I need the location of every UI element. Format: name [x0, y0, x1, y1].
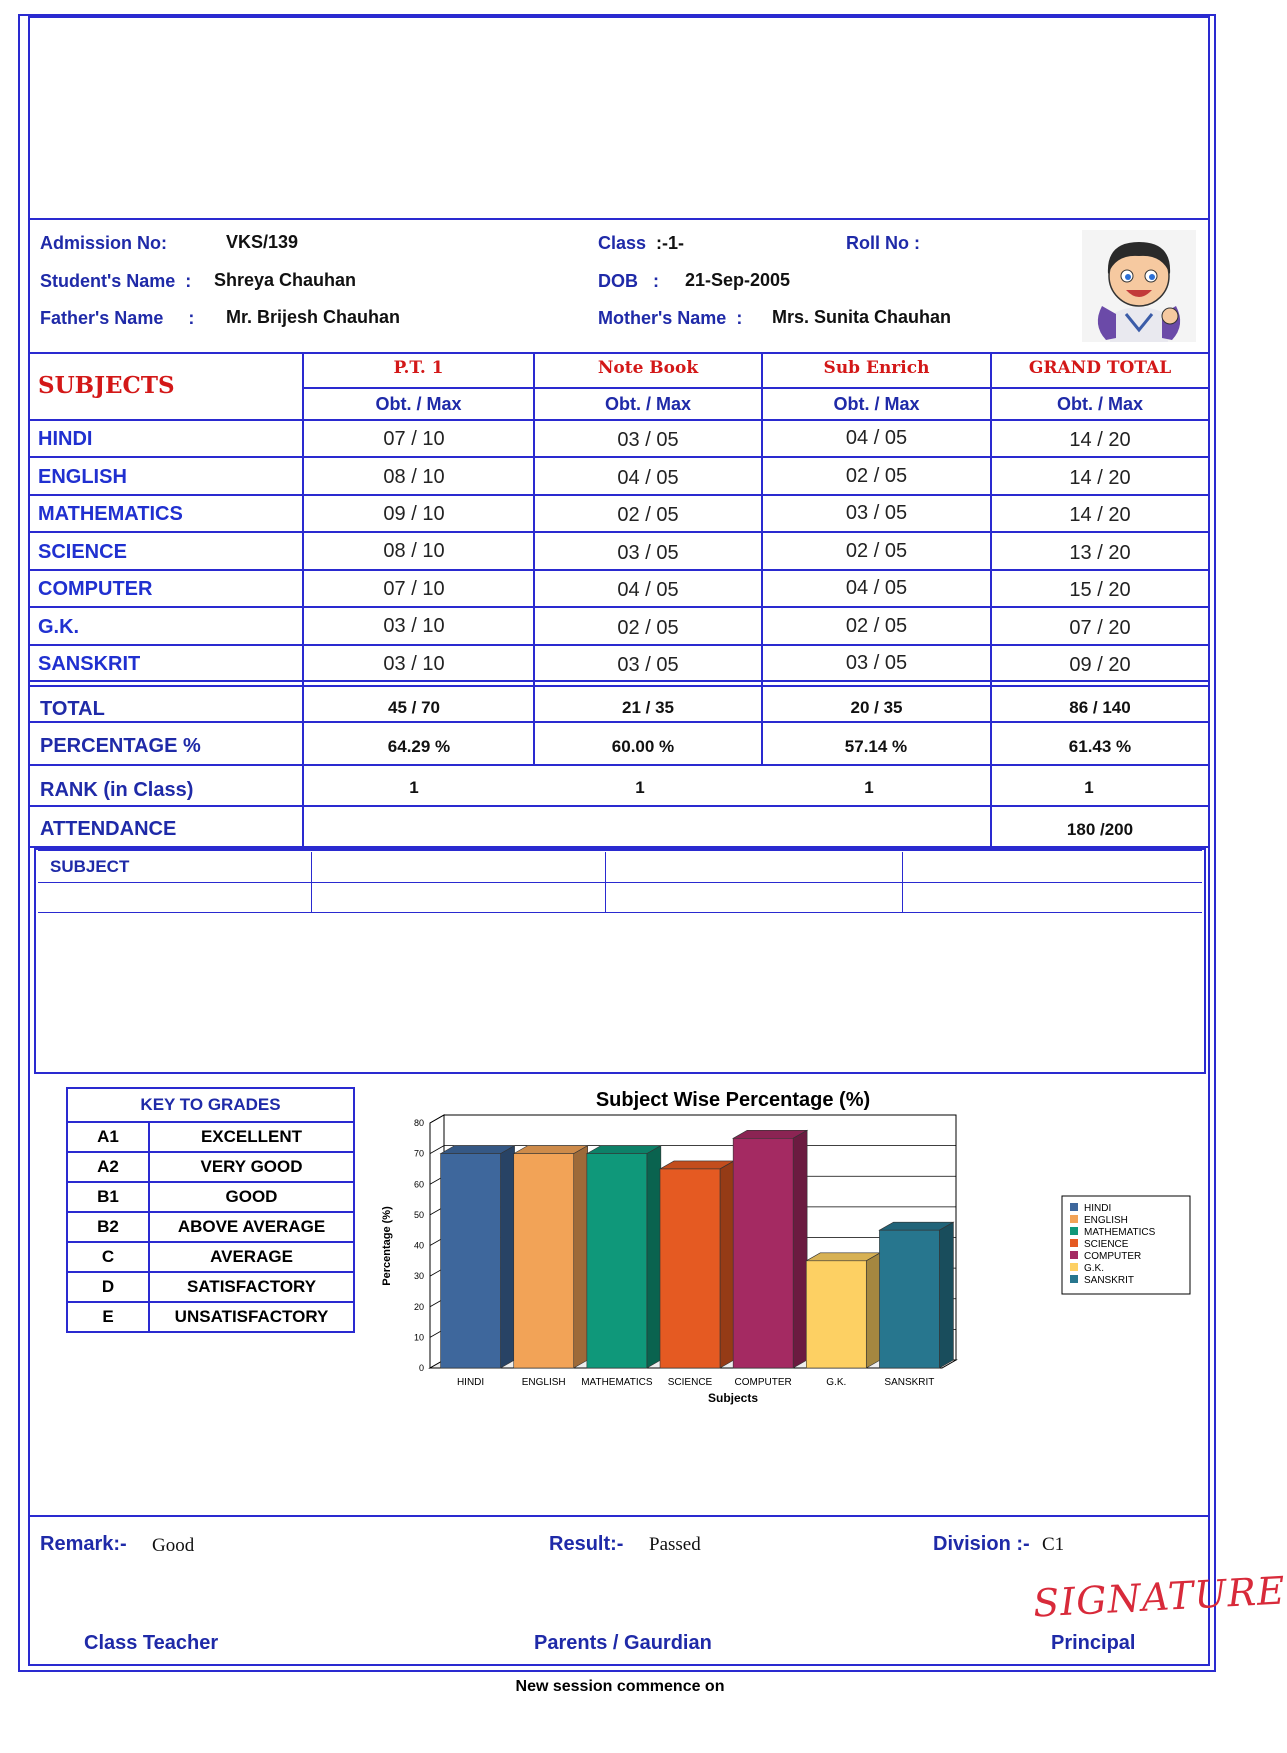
y-tick-label: 80 — [413, 1118, 424, 1128]
admission-no: VKS/139 — [226, 232, 299, 252]
percentage-grand: 61.43 % — [1068, 737, 1132, 756]
mark-cell: 14 / 20 — [1069, 504, 1131, 526]
mark-cell: 09 / 20 — [1069, 654, 1131, 676]
chart-y-axis-label: Percentage (%) — [381, 1206, 393, 1286]
sub-head-obt-max: Obt. / Max — [833, 394, 920, 414]
father-name: Mr. Brijesh Chauhan — [226, 307, 401, 327]
subject-percentage-chart — [370, 1080, 1200, 1420]
chart-bar — [587, 1146, 661, 1368]
rank-grand: 1 — [1084, 778, 1094, 797]
y-tick-label: 20 — [413, 1301, 424, 1312]
chart-bar — [441, 1146, 515, 1368]
bar-side — [647, 1146, 661, 1368]
grade-desc: GOOD — [149, 1182, 354, 1212]
rank-label: RANK (in Class) — [40, 779, 194, 801]
subject-box-label: SUBJECT — [50, 857, 130, 876]
total-pt1: 45 / 70 — [388, 698, 440, 717]
student-name-label: Student's Name : — [40, 271, 192, 291]
bar-side — [939, 1222, 953, 1368]
subject-name: SANSKRIT — [38, 653, 141, 675]
total-grand: 86 / 140 — [1069, 698, 1131, 717]
student-avatar — [1082, 230, 1196, 342]
mark-cell: 03 / 10 — [383, 615, 445, 637]
attendance-label: ATTENDANCE — [40, 818, 177, 840]
grade-row — [67, 1122, 354, 1152]
grades-key-title: KEY TO GRADES — [67, 1088, 354, 1122]
parents-label: Parents / Gaurdian — [534, 1632, 712, 1654]
division-label: Division :- — [933, 1533, 1030, 1555]
percentage-label: PERCENTAGE % — [40, 735, 201, 757]
bar-side — [720, 1161, 734, 1368]
chart-bar — [733, 1130, 807, 1368]
grade-row — [67, 1272, 354, 1302]
grade-desc: SATISFACTORY — [149, 1272, 354, 1302]
mark-cell: 08 / 10 — [383, 540, 445, 562]
roll-no-label: Roll No : — [846, 233, 920, 253]
sub-head-obt-max: Obt. / Max — [375, 394, 462, 414]
mark-cell: 14 / 20 — [1069, 467, 1131, 489]
bar-front — [441, 1154, 501, 1368]
mother-name: Mrs. Sunita Chauhan — [772, 307, 952, 327]
class-value: :-1- — [656, 233, 684, 253]
bar-front — [660, 1169, 720, 1368]
header-divider — [30, 218, 1208, 220]
grade-code: A2 — [67, 1152, 149, 1182]
mother-name-label: Mother's Name : — [598, 308, 743, 328]
legend-label: COMPUTER — [1084, 1251, 1142, 1262]
mark-cell: 04 / 05 — [845, 427, 908, 449]
grade-desc: VERY GOOD — [149, 1152, 354, 1182]
y-tick-label: 10 — [413, 1332, 424, 1343]
result-label: Result:- — [549, 1533, 624, 1555]
sub-head-obt-max: Obt. / Max — [1056, 394, 1143, 414]
subjects-heading: SUBJECTS — [38, 372, 175, 399]
session-note: New session commence on — [515, 1678, 725, 1695]
grade-row — [67, 1302, 354, 1332]
col-head-grand-total: GRAND TOTAL — [1028, 358, 1172, 378]
division-value: C1 — [1042, 1534, 1065, 1555]
grade-code: D — [67, 1272, 149, 1302]
x-tick-label: SANSKRIT — [884, 1377, 935, 1388]
grade-desc: EXCELLENT — [149, 1122, 354, 1152]
class-label: Class — [598, 233, 647, 253]
bar-side — [501, 1146, 515, 1368]
bar-front — [587, 1154, 647, 1368]
x-tick-label: MATHEMATICS — [581, 1377, 653, 1388]
percentage-sub-enrich: 57.14 % — [844, 737, 908, 756]
legend-swatch — [1070, 1215, 1078, 1223]
mark-cell: 02 / 05 — [845, 615, 908, 637]
rank-pt1: 1 — [409, 778, 419, 797]
total-sub-enrich: 20 / 35 — [850, 698, 903, 717]
remark-value: Good — [152, 1535, 195, 1556]
percentage-pt1: 64.29 % — [387, 737, 451, 756]
principal-signature: SIGNATURE — [1032, 1568, 1287, 1626]
admission-label: Admission No: — [40, 233, 168, 253]
grade-desc: ABOVE AVERAGE — [149, 1212, 354, 1242]
subject-name: HINDI — [38, 428, 93, 450]
mark-cell: 09 / 10 — [383, 503, 445, 525]
mark-cell: 02 / 05 — [617, 504, 679, 526]
mark-cell: 13 / 20 — [1069, 542, 1131, 564]
chart-bar — [806, 1253, 880, 1368]
x-tick-label: COMPUTER — [734, 1377, 792, 1388]
x-tick-label: HINDI — [456, 1377, 485, 1388]
bar-front — [879, 1230, 939, 1368]
legend-swatch — [1070, 1203, 1078, 1211]
mark-cell: 03 / 05 — [617, 429, 679, 451]
y-tick-label: 60 — [413, 1179, 424, 1190]
sub-head-obt-max: Obt. / Max — [604, 394, 691, 414]
chart-bar — [660, 1161, 734, 1368]
footer-divider — [30, 1515, 1208, 1517]
bar-side — [866, 1253, 880, 1368]
legend-swatch — [1070, 1263, 1078, 1271]
legend-swatch — [1070, 1275, 1078, 1283]
grade-row — [67, 1152, 354, 1182]
y-tick-label: 50 — [413, 1209, 424, 1220]
bar-front — [514, 1154, 574, 1368]
dob-value: 21-Sep-2005 — [685, 270, 791, 290]
grade-code: C — [67, 1242, 149, 1272]
grade-row — [67, 1212, 354, 1242]
legend-swatch — [1070, 1251, 1078, 1259]
mark-cell: 03 / 05 — [845, 502, 908, 524]
grade-row — [67, 1182, 354, 1212]
remark-label: Remark:- — [40, 1533, 127, 1555]
legend-swatch — [1070, 1227, 1078, 1235]
legend-label: SCIENCE — [1084, 1239, 1129, 1250]
x-tick-label: ENGLISH — [521, 1377, 566, 1388]
mark-cell: 14 / 20 — [1069, 429, 1131, 451]
class-teacher-label: Class Teacher — [84, 1632, 219, 1654]
grade-code: A1 — [67, 1122, 149, 1152]
y-tick-label: 0 — [418, 1363, 424, 1373]
dob-label: DOB : — [598, 271, 659, 291]
y-tick-label: 70 — [413, 1148, 424, 1159]
mark-cell: 04 / 05 — [617, 467, 679, 489]
percentage-notebook: 60.00 % — [611, 737, 675, 756]
legend-label: MATHEMATICS — [1084, 1227, 1156, 1238]
col-head-notebook: Note Book — [597, 358, 699, 378]
mark-cell: 07 / 20 — [1069, 617, 1131, 639]
col-head-pt1: P.T. 1 — [393, 358, 444, 378]
subject-name: ENGLISH — [38, 466, 127, 488]
y-tick-label: 30 — [413, 1271, 424, 1282]
mark-cell: 04 / 05 — [845, 577, 908, 599]
chart-title: Subject Wise Percentage (%) — [595, 1089, 871, 1111]
principal-label: Principal — [1051, 1632, 1136, 1654]
subject-name: SCIENCE — [38, 541, 127, 563]
subject-name: COMPUTER — [38, 578, 153, 600]
result-value: Passed — [649, 1534, 701, 1555]
mark-cell: 02 / 05 — [617, 617, 679, 639]
mark-cell: 02 / 05 — [845, 540, 908, 562]
mark-cell: 03 / 05 — [617, 654, 679, 676]
subject-name: MATHEMATICS — [38, 503, 183, 525]
student-name: Shreya Chauhan — [214, 270, 357, 290]
grade-code: B1 — [67, 1182, 149, 1212]
chart-bar — [514, 1146, 588, 1368]
bar-front — [806, 1261, 866, 1368]
x-tick-label: G.K. — [826, 1377, 847, 1388]
chart-x-axis-label: Subjects — [707, 1391, 759, 1405]
grade-desc: UNSATISFACTORY — [149, 1302, 354, 1332]
mark-cell: 03 / 10 — [383, 653, 445, 675]
mark-cell: 03 / 05 — [845, 652, 908, 674]
grade-code: E — [67, 1302, 149, 1332]
legend-label: G.K. — [1084, 1263, 1105, 1274]
rank-sub-enrich: 1 — [864, 778, 874, 797]
col-head-sub-enrich: Sub Enrich — [823, 358, 930, 378]
mark-cell: 02 / 05 — [845, 465, 908, 487]
total-notebook: 21 / 35 — [622, 698, 674, 717]
bar-front — [733, 1138, 793, 1368]
mark-cell: 04 / 05 — [617, 579, 679, 601]
father-name-label: Father's Name : — [40, 308, 195, 328]
legend-label: SANSKRIT — [1084, 1275, 1135, 1286]
chart-bar — [879, 1222, 953, 1368]
y-tick-label: 40 — [413, 1240, 424, 1251]
attendance-value: 180 /200 — [1066, 820, 1134, 839]
mark-cell: 15 / 20 — [1069, 579, 1131, 601]
bar-side — [574, 1146, 588, 1368]
grade-row — [67, 1242, 354, 1272]
rank-notebook: 1 — [635, 778, 645, 797]
mark-cell: 07 / 10 — [383, 578, 445, 600]
legend-label: ENGLISH — [1084, 1215, 1128, 1226]
total-label: TOTAL — [40, 698, 105, 720]
legend-swatch — [1070, 1239, 1078, 1247]
x-tick-label: SCIENCE — [667, 1377, 713, 1388]
bar-side — [793, 1130, 807, 1368]
grade-desc: AVERAGE — [149, 1242, 354, 1272]
mark-cell: 07 / 10 — [383, 428, 445, 450]
subject-name: G.K. — [38, 616, 80, 638]
legend-label: HINDI — [1084, 1203, 1112, 1214]
grade-code: B2 — [67, 1212, 149, 1242]
grades-key — [66, 1087, 355, 1333]
mark-cell: 08 / 10 — [383, 466, 445, 488]
mark-cell: 03 / 05 — [617, 542, 679, 564]
